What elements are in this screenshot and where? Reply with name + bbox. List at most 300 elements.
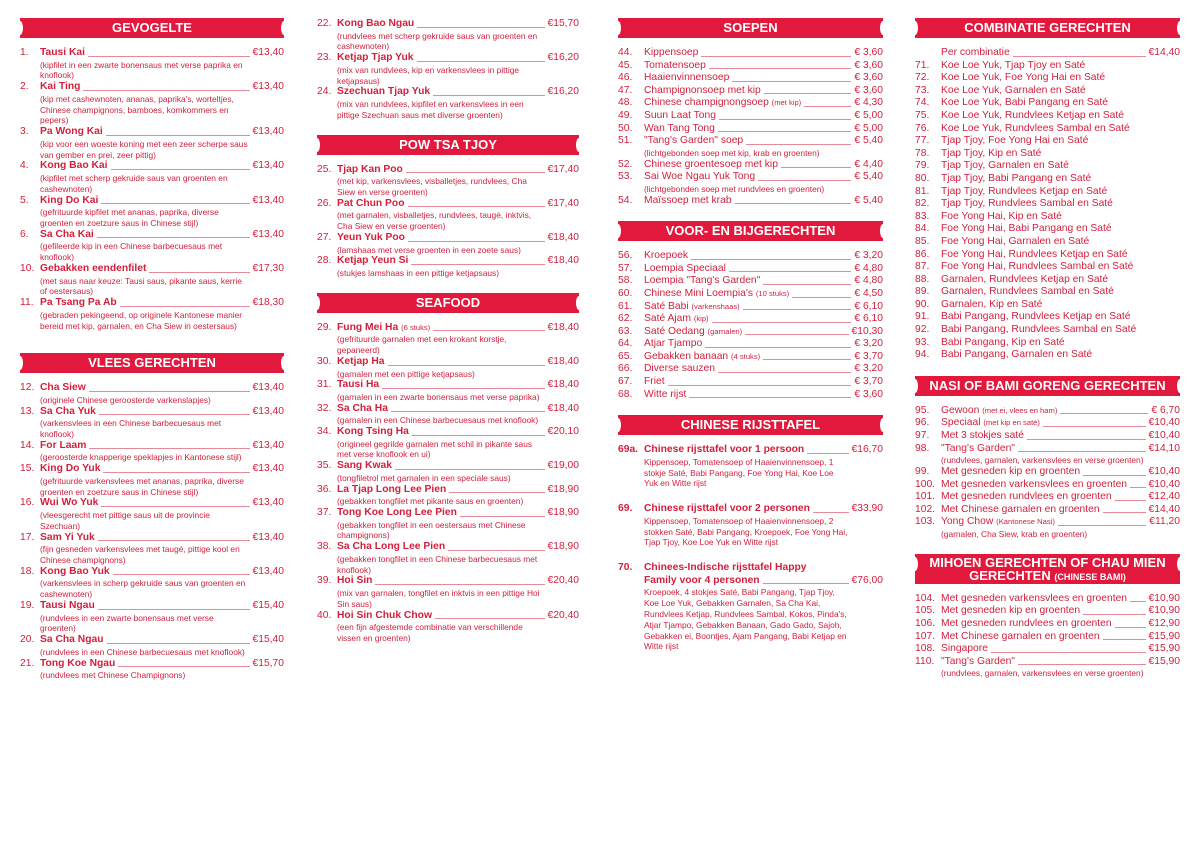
menu-item [915,135,1180,148]
item-name [644,351,760,364]
item-name-text: Chinees-Indische rijsttafel Happy [644,562,807,574]
item-description: (rundvlees met scherp gekruide saus van groenten en cashewnoten) [337,30,538,52]
leader-line [433,95,544,96]
menu-item [618,159,883,172]
item-price: €18,40 [547,231,579,243]
item-price: € 5,40 [854,135,883,147]
item-name [40,126,103,139]
menu-item [618,562,883,652]
item-name [941,173,1091,186]
item-note: (garnalen) [707,326,743,336]
menu-item [618,47,883,60]
item-number: 35. [317,460,332,472]
leader-line [718,131,852,132]
item-description: (rundvlees, garnalen, varkensvlees en verse groenten) [941,668,1144,679]
item-name [941,223,1112,236]
item-name-text: Per combinatie [941,47,1010,58]
item-number: 66. [618,363,633,375]
item-name [337,322,430,335]
leader-line [449,492,544,493]
item-name-text: Foe Yong Hai, Rundvlees Sambal en Saté [941,261,1134,273]
item-name-text: Kai Ting [40,81,81,93]
menu-item [20,406,284,440]
item-name-text: La Tjap Long Lee Pien [337,483,447,495]
item-price: €13,40 [252,439,284,451]
leader-line [448,550,544,551]
menu-item [915,211,1180,224]
leader-line [763,359,851,360]
item-name-text: Koe Loe Yuk, Rundvlees Ketjap en Saté [941,109,1125,121]
item-name-text: Kong Bao Kai [40,160,108,172]
item-price: €20,40 [547,609,579,621]
item-number: 76. [915,122,930,134]
item-price: € 4,40 [854,158,883,170]
menu-item [915,643,1180,656]
item-name [941,160,1069,173]
item-price: €13,40 [252,228,284,240]
menu-item [618,85,883,98]
item-name [40,406,96,419]
item-note: (4 stuks) [731,351,761,361]
item-description: (varkensvlees in een Chinese barbecuesaus met knoflook) [40,418,222,440]
item-number: 14. [20,439,35,451]
leader-line [1103,512,1146,513]
item-name-text: Babi Pangang, Rundvlees Ketjap en Saté [941,311,1131,323]
menu-item [20,440,284,463]
item-description: (garnalen, Cha Siew, krab en groenten) [941,528,1088,539]
leader-line [781,167,851,168]
item-name [941,286,1114,299]
item-name [941,72,1105,85]
item-name-text: Sa Cha Long Lee Pien [337,541,446,553]
item-price: €10,30 [851,325,883,337]
item-price: €13,40 [252,382,284,394]
item-name-text: Met 3 stokjes saté [941,430,1024,442]
item-name-text: Met gesneden kip en groenten [941,466,1081,478]
item-name-text: Yong Chow [941,516,994,528]
item-name-text: Foe Yong Hai, Rundvlees Ketjap en Saté [941,248,1128,260]
item-number: 5. [20,194,29,206]
section-title: VLEES GERECHTEN [88,355,216,371]
menu-column-1 [20,18,284,681]
item-number: 84. [915,223,930,235]
item-name-text: Loempia "Tang's Garden" [644,275,761,287]
item-description: Kippensoep, Tomatensoep of Haaienvinnensoep, 2 stokken Saté, Babi Pangang, Kroepoek, Foe Yong Hai, Tjap Tjoy, Koe Loe Yuk en Witte rijst [644,515,848,548]
item-name [40,440,86,453]
item-description: (garnalen in een Chinese barbecuesaus met knoflook) [337,415,539,426]
menu-item [618,110,883,123]
item-name-text: Speciaal [941,417,981,429]
item-name-text: Saté Babi [644,300,689,312]
item-name [941,516,1055,529]
menu-item [317,164,579,198]
item-description: (mix van rundvlees, kip en varkensvlees in pittige ketjapsaus) [337,64,520,86]
menu-item [317,610,579,644]
item-number: 12. [20,382,35,394]
leader-line [763,583,849,584]
item-name-text: Garnalen, Rundvlees Sambal en Saté [941,286,1114,298]
item-name [644,275,760,288]
item-number: 70. [618,562,633,574]
menu-item [317,507,579,541]
item-description: (kipfilet met scherp gekruide saus van groenten en cashewnoten) [40,172,228,194]
item-price: €10,40 [1148,478,1180,490]
item-name-text: Met gesneden varkensvlees en groenten [941,592,1128,604]
menu-item [915,311,1180,324]
item-name-text: Hoi Sin Chuk Chow [337,609,432,621]
menu-item [915,72,1180,85]
item-number: 24. [317,86,332,98]
item-number: 90. [915,298,930,310]
item-description: (gefileerde kip in een Chinese barbecuesaus met knoflook) [40,241,223,263]
item-number: 64. [618,338,633,350]
item-number: 101. [915,491,936,503]
item-description: (garnalen in een zwarte bonensaus met verse paprika) [337,391,540,402]
menu-item [915,123,1180,136]
section-title: NASI OF BAMI GORENG GERECHTEN [929,377,1166,393]
menu-item [618,250,883,263]
item-name [941,274,1108,287]
item-name-text: Diverse sauzen [644,363,715,375]
section-title: COMBINATIE GERECHTEN [964,20,1131,35]
menu-item [317,379,579,402]
item-name [941,47,1010,60]
item-description: (kip voor een woeste koning met een zeer scherpe saus van gember en prei, zeer pittig) [40,138,248,160]
item-name-text: Koe Loe Yuk, Garnalen en Saté [941,84,1086,96]
menu-item [317,460,579,483]
leader-line [408,241,545,242]
leader-line [408,206,545,207]
item-name-text: Gewoon [941,404,980,416]
item-number: 38. [317,541,332,553]
item-name [941,656,1015,669]
menu-item [915,261,1180,274]
leader-line [412,435,545,436]
item-name [644,85,761,98]
item-note: (varkenshaas) [691,301,740,311]
item-name [644,562,807,575]
menu-column-4 [915,18,1180,679]
leader-line [1130,487,1145,488]
item-number: 63. [618,325,633,337]
item-price: €17,40 [547,197,579,209]
item-description: (kipfilet in een zwarte bonensaus met verse paprika en knoflook) [40,59,243,81]
section-header [317,293,579,313]
item-price: €12,90 [1148,617,1180,629]
item-name-text: Sa Cha Yuk [40,405,96,417]
item-name [337,575,372,588]
item-price: €18,40 [547,402,579,414]
leader-line [758,180,851,181]
item-number: 39. [317,575,332,587]
item-name-text: Sang Kwak [337,460,392,472]
leader-line [668,385,852,386]
item-price: €13,40 [252,565,284,577]
menu-item [317,322,579,356]
item-name-text: Foe Yong Hai, Babi Pangang en Saté [941,223,1112,235]
item-name-text: Ketjap Ha [337,355,385,367]
item-name [337,164,403,177]
item-name-text: Met gesneden rundvlees en groenten [941,617,1112,629]
menu-item [20,229,284,263]
item-description: (een fijn afgestemde combinatie van verschillende vissen en groenten) [337,622,523,643]
item-price: € 6,70 [1151,404,1180,416]
item-number: 34. [317,426,332,438]
item-description: (rundvlees met Chinese Champignons) [40,670,186,681]
leader-line [705,347,851,348]
item-price: €18,40 [547,355,579,367]
item-price: €76,00 [851,574,883,586]
item-price: € 4,30 [854,97,883,109]
leader-line [701,56,851,57]
menu-item [915,618,1180,631]
menu-item [20,263,284,297]
item-name-text: Koe Loe Yuk, Babi Pangang en Saté [941,97,1108,109]
leader-line [89,448,249,449]
leader-line [991,652,1146,653]
item-description: (garnalen met een pittige ketjapsaus) [337,368,475,379]
item-description: (gefrituurde garnalen met een krokant korstje, gepaneerd) [337,334,507,356]
item-number: 75. [915,109,930,121]
item-name-text: Sa Cha Kai [40,228,94,240]
item-name-text: Friet [644,376,665,388]
item-price: €13,40 [252,463,284,475]
item-name [40,463,100,476]
leader-line [718,372,851,373]
item-name [40,195,98,208]
item-name-text: For Laam [40,439,87,451]
item-name-text: Chinese rijsttafel voor 2 personen [644,503,810,515]
item-name-text: Wui Wo Yuk [40,497,99,509]
menu-item [618,195,883,208]
item-name [941,299,1042,312]
item-price: €18,40 [547,321,579,333]
item-name-text: Chinese Mini Loempia's [644,287,753,299]
section-title-line2: GERECHTEN [969,567,1051,583]
item-name-text: Tjap Tjoy, Kip en Saté [941,147,1042,159]
menu-item [317,484,579,507]
menu-item [618,338,883,351]
menu-item [915,605,1180,618]
item-name-text: "Tang's Garden" [941,655,1015,667]
item-name-text: Sa Cha Ngau [40,634,104,646]
leader-line [395,469,545,470]
item-description: (lichtgebonden soep met kip, krab en groenten) [644,147,820,158]
item-name-text: "Tang's Garden" soep [644,135,744,147]
item-name [644,444,804,457]
item-number: 102. [915,503,936,515]
item-name [644,60,706,73]
item-number: 25. [317,163,332,175]
item-number: 32. [317,402,332,414]
item-name-text: Tjap Kan Poo [337,163,403,175]
item-name [40,382,86,395]
leader-line [103,472,249,473]
item-name [941,85,1086,98]
item-name-text: Tong Koe Ngau [40,657,116,669]
item-name [941,605,1080,618]
menu-item [317,86,579,120]
menu-item [915,479,1180,492]
item-number: 78. [915,147,930,159]
item-name [644,123,715,136]
item-price: € 3,70 [854,376,883,388]
item-name [644,338,702,351]
item-name [40,566,110,579]
item-name [941,261,1133,274]
leader-line [88,56,249,57]
leader-line [807,453,848,454]
menu-item [317,356,579,379]
item-price: €14,10 [1148,442,1180,454]
section-header [618,221,883,241]
item-name [644,171,755,184]
section-header [915,554,1180,584]
item-price: €13,40 [252,531,284,543]
menu-column-2 [317,18,579,644]
item-number: 105. [915,605,936,617]
item-number: 58. [618,275,633,287]
item-name [40,263,146,276]
menu-item [20,600,284,634]
menu-item [618,444,883,489]
item-price: €19,00 [547,460,579,472]
item-description: (stukjes lamshaas in een pittige ketjapsaus) [337,267,499,278]
leader-line [709,68,852,69]
menu-item [915,286,1180,299]
item-price: €16,20 [547,52,579,64]
section-header [20,18,284,38]
leader-line [1083,475,1145,476]
item-name-text: Met Chinese garnalen en groenten [941,503,1100,515]
item-name-text: Met gesneden varkensvlees en groenten [941,478,1128,490]
item-description: (met garnalen, visballetjes, rundvlees, taugé, inktvis, Cha Siew en verse groenten) [337,210,532,232]
item-number: 97. [915,430,930,442]
menu-item [915,324,1180,337]
menu-item [618,171,883,194]
item-number: 104. [915,592,936,604]
item-name [941,417,1040,430]
menu-item [317,198,579,232]
item-number: 87. [915,261,930,273]
item-name [644,326,742,339]
item-name-text: Saté Oedang [644,325,705,337]
item-name [337,484,446,497]
item-name [941,430,1024,443]
item-name [40,297,117,310]
section-header [915,18,1180,38]
item-name [40,532,95,545]
item-name-text: Pat Chun Poo [337,197,405,209]
leader-line [712,322,852,323]
menu-item [618,326,883,339]
item-number: 100. [915,478,936,490]
item-name [941,405,1057,418]
item-name-text: Singapore [941,643,988,655]
item-number: 37. [317,507,332,519]
leader-line [1013,56,1146,57]
item-price: € 3,20 [854,363,883,375]
menu-item [618,123,883,136]
item-number: 28. [317,255,332,267]
item-description: (geroosterde knapperige speklapjes in Kantonese stijl) [40,452,242,463]
section-title: MIHOEN GERECHTEN OF CHAU MIEN [929,554,1166,570]
menu-item [915,160,1180,173]
item-price: €18,40 [547,255,579,267]
leader-line [729,271,852,272]
item-name-text: King Do Yuk [40,463,101,475]
menu-item [915,148,1180,161]
section-header [618,415,883,435]
item-name [941,504,1100,517]
item-name-text: Foe Yong Hai, Garnalen en Saté [941,235,1090,247]
leader-line [98,609,250,610]
item-price: €10,40 [1148,466,1180,478]
item-number: 98. [915,442,930,454]
item-name [941,479,1127,492]
item-price: € 4,80 [854,262,883,274]
menu-item [20,634,284,657]
leader-line [118,666,249,667]
item-price: € 5,40 [854,171,883,183]
item-name-text: Kong Bao Ngau [337,18,415,29]
item-name [337,18,414,31]
leader-line [813,512,849,513]
item-number: 44. [618,47,633,58]
leader-line [1043,426,1146,427]
item-price: €10,40 [1148,417,1180,429]
leader-line [792,297,851,298]
item-name [337,255,408,268]
item-name [941,186,1107,199]
item-price: €16,70 [851,444,883,456]
item-number: 52. [618,158,633,170]
menu-item [915,631,1180,644]
menu-item [618,275,883,288]
leader-line [1115,627,1146,628]
leader-line [1083,614,1145,615]
item-name-text: Babi Pangang, Kip en Saté [941,336,1065,348]
item-name [644,72,729,85]
item-number: 83. [915,210,930,222]
leader-line [98,540,250,541]
menu-item [317,52,579,86]
item-price: € 6,10 [854,300,883,312]
item-price: €13,40 [252,194,284,206]
item-price: €17,30 [252,262,284,274]
item-price: €15,40 [252,634,284,646]
leader-line [743,309,852,310]
item-description: (fijn gesneden varkensvlees met taugé, pittige kool en Chinese champignons) [40,544,240,566]
item-price: € 5,00 [854,109,883,121]
item-name-text: Babi Pangang, Garnalen en Saté [941,349,1093,361]
item-number: 19. [20,600,35,612]
item-name [941,249,1128,262]
leader-line [97,237,250,238]
item-name [337,541,445,554]
item-name-text: Tjap Tjoy, Rundvlees Sambal en Saté [941,198,1113,210]
item-description: (mix van rundvlees, kipfilet en varkensvlees in een pittige Szechuan saus met diverse groenten) [337,98,524,120]
item-number: 71. [915,59,930,71]
leader-line [120,306,250,307]
menu-item [20,532,284,566]
item-number: 96. [915,417,930,429]
section-header [915,376,1180,396]
item-name [941,618,1112,631]
section-title: POW TSA TJOY [399,136,497,152]
menu-item [915,249,1180,262]
menu-item [317,232,579,255]
